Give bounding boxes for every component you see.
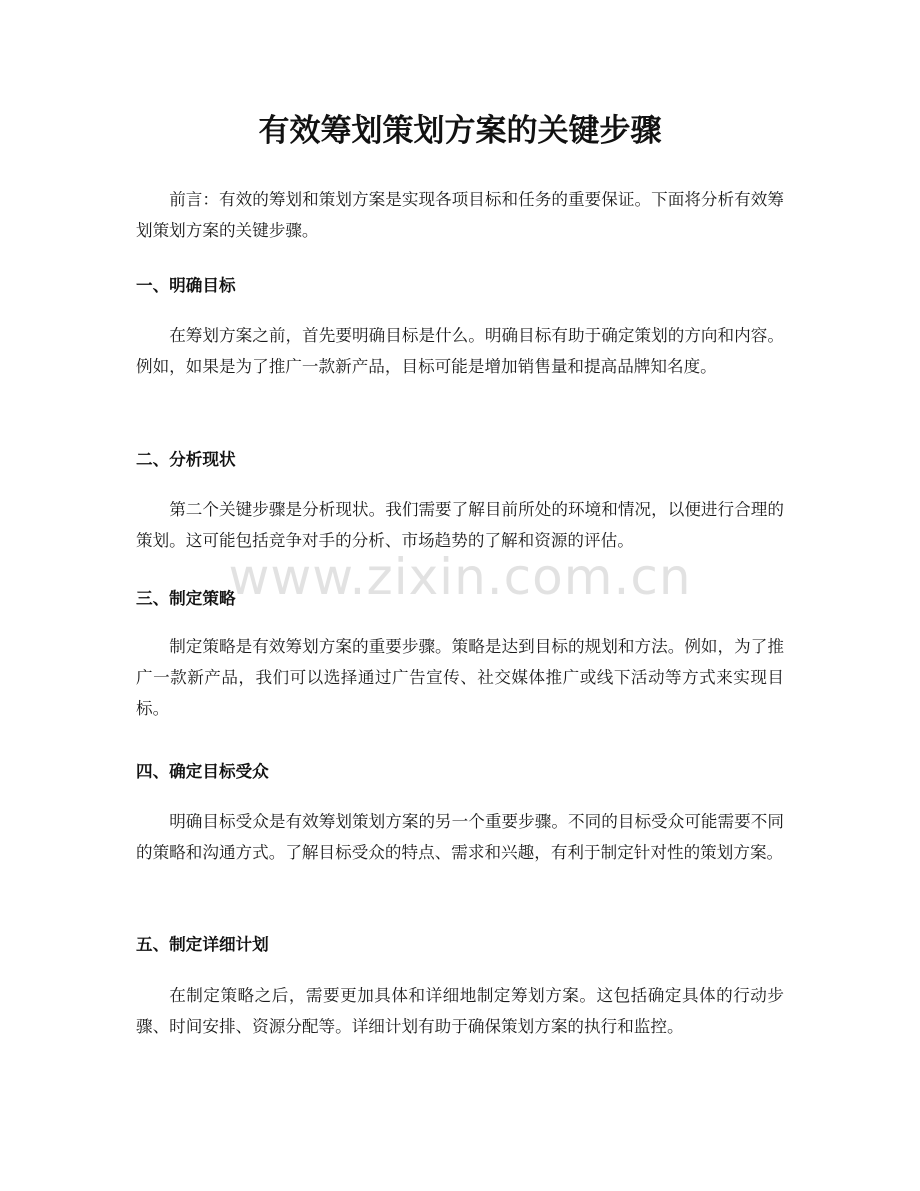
document-title: 有效筹划策划方案的关键步骤 — [258, 113, 662, 149]
intro-paragraph: 前言：有效的筹划和策划方案是实现各项目标和任务的重要保证。下面将分析有效筹划策划方案的关键步骤。 — [136, 190, 784, 240]
watermark: www.zixin.com.cn — [228, 548, 692, 606]
section-heading-4: 四、确定目标受众 — [136, 762, 269, 781]
section-heading-3: 三、制定策略 — [136, 589, 236, 608]
section-heading-5: 五、制定详细计划 — [136, 935, 269, 954]
section-body-1: 在筹划方案之前，首先要明确目标是什么。明确目标有助于确定策划的方向和内容。例如，如果是为了推广一款新产品，目标可能是增加销售量和提高品牌知名度。 — [136, 326, 784, 376]
section-body-5: 在制定策略之后，需要更加具体和详细地制定筹划方案。这包括确定具体的行动步骤、时间安排、资源分配等。详细计划有助于确保策划方案的执行和监控。 — [136, 986, 784, 1036]
section-body-3: 制定策略是有效筹划方案的重要步骤。策略是达到目标的规划和方法。例如，为了推广一款新产品，我们可以选择通过广告宣传、社交媒体推广或线下活动等方式来实现目标。 — [136, 637, 784, 718]
section-heading-1: 一、明确目标 — [136, 276, 236, 295]
section-heading-2: 二、分析现状 — [136, 450, 236, 469]
section-body-2: 第二个关键步骤是分析现状。我们需要了解目前所处的环境和情况，以便进行合理的策划。这可能包括竞争对手的分析、市场趋势的了解和资源的评估。 — [136, 500, 784, 550]
section-body-4: 明确目标受众是有效筹划策划方案的另一个重要步骤。不同的目标受众可能需要不同的策略和沟通方式。了解目标受众的特点、需求和兴趣，有利于制定针对性的策划方案。 — [136, 812, 784, 862]
